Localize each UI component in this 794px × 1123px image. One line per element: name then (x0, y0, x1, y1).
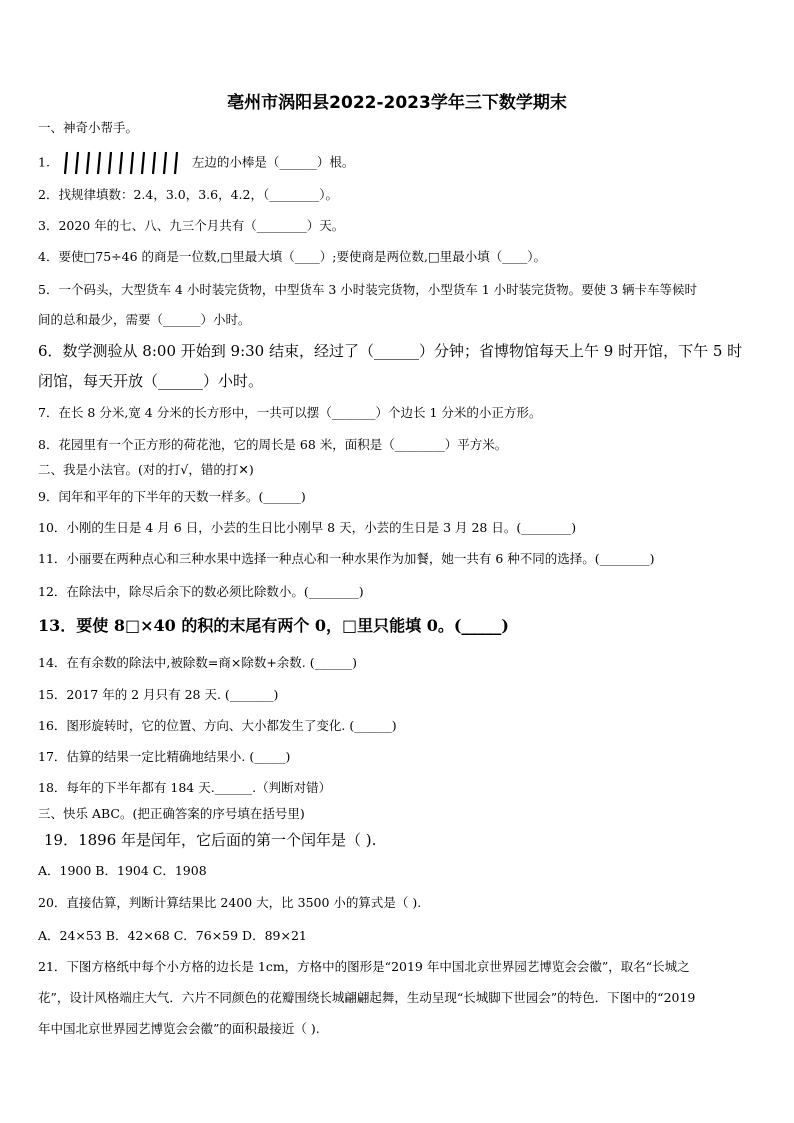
question-6-line-2: 闭馆，每天开放（______）小时。 (38, 372, 264, 390)
question-1 (38, 150, 354, 176)
question-21-line-1: 21．下图方格纸中每个小方格的边长是 1cm，方格中的图形是“2019 年中国北京世界园艺博览会会徽”，取名“长城之 (38, 959, 690, 974)
question-2: 2．找规律填数：2.4，3.0，3.6，4.2，（________）。 (38, 187, 338, 202)
question-8: 8．花园里有一个正方形的荷花池，它的周长是 68 米，面积是（________）平方米。 (38, 437, 508, 452)
page-title: 亳州市涡阳县2022-2023学年三下数学期末 (227, 93, 567, 113)
question-11: 11．小丽要在两种点心和三种水果中选择一种点心和一种水果作为加餐，她一共有 6 种不同的选择。(________) (38, 551, 655, 566)
section-2-heading: 二、我是小法官。(对的打√，错的打✕) (38, 462, 254, 477)
question-12: 12．在除法中，除尽后余下的数必须比除数小。(________) (38, 584, 364, 599)
question-3: 3．2020 年的七、八、九三个月共有（________）天。 (38, 218, 345, 233)
section-1-heading: 一、神奇小帮手。 (38, 120, 139, 135)
question-21-line-2: 花”，设计风格端庄大气．六片不同颜色的花瓣围绕长城翩翩起舞，生动呈现“长城脚下世园会”的特色．下图中的“2019 (38, 990, 696, 1005)
question-15: 15．2017 年的 2 月只有 28 天. (_______) (38, 687, 279, 702)
sticks-icon (58, 150, 186, 176)
question-17: 17．估算的结果一定比精确地结果小. (_____) (38, 749, 291, 764)
question-9: 9．闰年和平年的下半年的天数一样多。(______) (38, 489, 306, 504)
question-5-line-2: 间的总和最少，需要（______）小时。 (38, 312, 251, 327)
question-7: 7．在长 8 分米,宽 4 分米的长方形中，一共可以摆（_______）个边长 1 分米的小正方形。 (38, 405, 542, 420)
question-20: 20．直接估算，判断计算结果比 2400 大，比 3500 小的算式是（ ). (38, 895, 422, 910)
question-21-line-3: 年中国北京世界园艺博览会会徽”的面积最接近（ ). (38, 1021, 320, 1036)
question-19-options: A．1900 B．1904 C．1908 (38, 863, 207, 878)
question-1-number: 1. (38, 154, 50, 170)
section-3-heading: 三、快乐 ABC。(把正确答案的序号填在括号里) (38, 806, 305, 821)
question-6-line-1: 6．数学测验从 8:00 开始到 9:30 结束，经过了（______）分钟；省博物馆每天上午 9 时开馆，下午 5 时 (38, 342, 743, 360)
question-1-text: 左边的小棒是（______）根。 (191, 154, 355, 170)
question-16: 16．图形旋转时，它的位置、方向、大小都发生了变化. (______) (38, 718, 397, 733)
question-10: 10．小刚的生日是 4 月 6 日，小芸的生日比小刚早 8 天，小芸的生日是 3 月 28 日。(________) (38, 520, 577, 535)
question-13: 13．要使 8□×40 的积的末尾有两个 0，□里只能填 0。(_____) (38, 616, 509, 635)
question-20-options: A．24×53 B．42×68 C．76×59 D．89×21 (38, 928, 307, 943)
question-14: 14．在有余数的除法中,被除数=商×除数+余数. (______) (38, 655, 358, 670)
question-4: 4．要使□75÷46 的商是一位数,□里最大填（____）;要使商是两位数,□里最小填（____）。 (38, 249, 547, 264)
question-18: 18．每年的下半年都有 184 天.______.（判断对错） (38, 780, 332, 795)
question-5-line-1: 5．一个码头，大型货车 4 小时装完货物，中型货车 3 小时装完货物，小型货车 1 小时装完货物。要使 3 辆卡车等候时 (38, 282, 698, 297)
question-19: 19．1896 年是闰年，它后面的第一个闰年是（ ). (44, 831, 377, 849)
